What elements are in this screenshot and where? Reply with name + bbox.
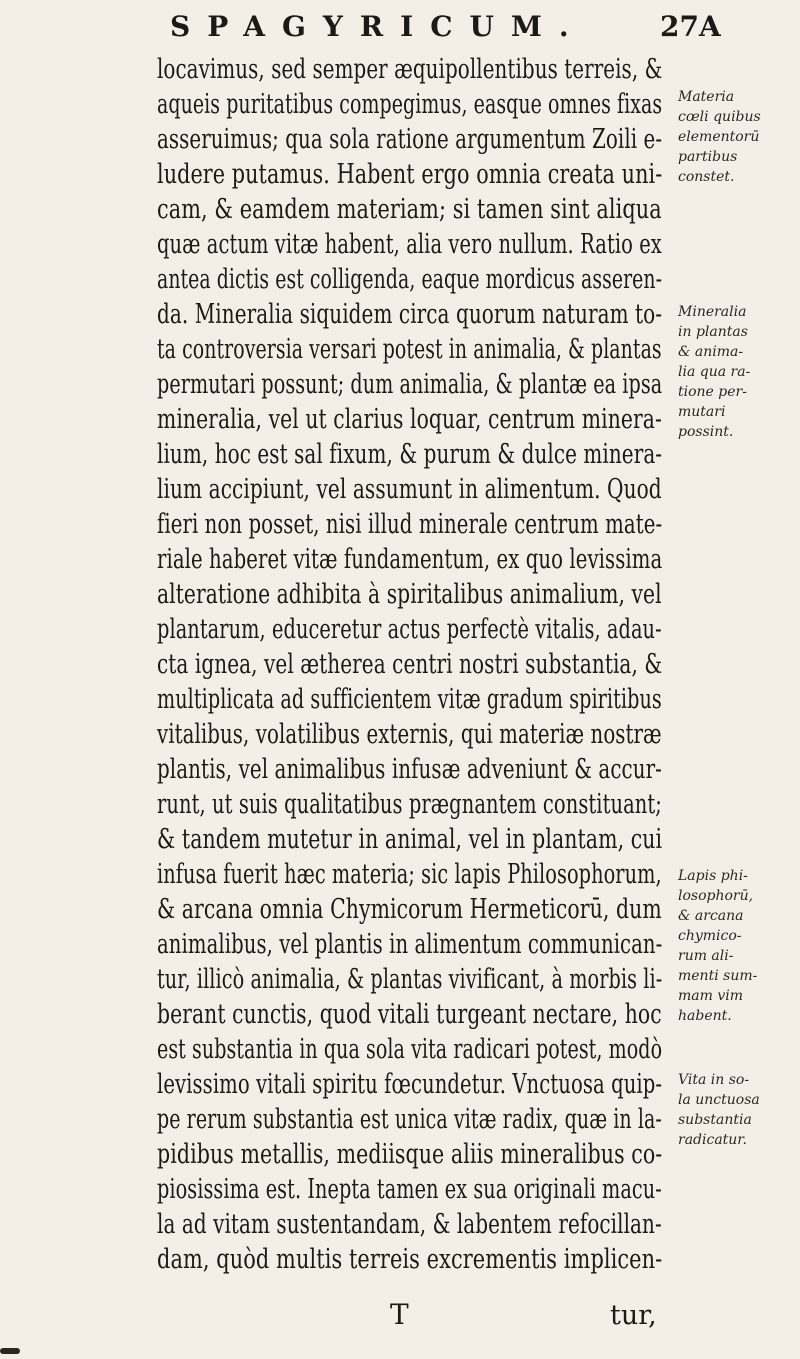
text-line: antea dictis est colligenda, eaque mordicus asseren- <box>157 264 663 295</box>
text-line: fieri non posset, nisi illud minerale centrum mate- <box>157 509 663 540</box>
text-line: runt, ut suis qualitatibus prægnantem constituant; <box>157 789 662 820</box>
text-line: piosissima est. Inepta tamen ex sua originali macu- <box>157 1174 662 1205</box>
margin-note: & arcana <box>678 908 744 924</box>
text-line: tur, illicò animalia, & plantas vivificant, à morbis li- <box>157 964 663 995</box>
margin-note: la unctuosa <box>678 1092 760 1108</box>
text-line: permutari possunt; dum animalia, & plantæ ea ipsa <box>157 369 663 400</box>
ink-smudge <box>0 1348 20 1354</box>
margin-note: habent. <box>678 1008 732 1024</box>
text-line: riale haberet vitæ fundamentum, ex quo levissima <box>157 544 663 575</box>
text-line: ludere putamus. Habent ergo omnia creata uni- <box>157 159 663 190</box>
running-title: SPAGYRICUM. <box>170 10 586 43</box>
text-line: lium accipiunt, vel assumunt in alimentum. Quod <box>157 474 662 505</box>
text-line: pidibus metallis, mediisque aliis mineralibus co- <box>157 1139 663 1170</box>
margin-note: menti sum- <box>678 968 758 984</box>
text-line: da. Mineralia siquidem circa quorum naturam to- <box>157 299 663 330</box>
text-line: animalibus, vel plantis in alimentum communican- <box>157 929 663 960</box>
margin-note: in plantas <box>678 324 748 340</box>
text-line: vitalibus, volatilibus externis, qui materiæ nostræ <box>157 719 662 750</box>
margin-note: & anima- <box>678 344 744 360</box>
margin-note: cœli quibus <box>678 109 761 125</box>
text-line: la ad vitam sustentandam, & labentem refocillan- <box>157 1209 662 1240</box>
margin-note: rum ali- <box>678 948 734 964</box>
margin-note: Vita in so- <box>678 1072 750 1088</box>
margin-note: tione per- <box>678 384 747 400</box>
text-line: asseruimus; qua sola ratione argumentum Zoili e- <box>157 124 663 155</box>
text-line: cam, & eamdem materiam; si tamen sint aliqua <box>157 194 662 225</box>
margin-note: lia qua ra- <box>678 364 751 380</box>
margin-note: possint. <box>678 424 734 440</box>
text-line: levissimo vitali spiritu fœcundetur. Vnctuosa quip- <box>157 1069 663 1100</box>
text-line: dam, quòd multis terreis excrementis implicen- <box>157 1244 663 1275</box>
text-line: aqueis puritatibus compegimus, easque omnes fixas <box>157 89 663 120</box>
text-line: berant cunctis, quod vitali turgeant nectare, hoc <box>157 999 662 1030</box>
text-line: & arcana omnia Chymicorum Hermeticorū, dum <box>157 894 662 925</box>
text-line: ta controversia versari potest in animalia, & plantas <box>157 334 662 365</box>
running-header <box>170 10 730 48</box>
text-line: locavimus, sed semper æquipollentibus terreis, & <box>157 54 663 85</box>
margin-note: elementorū <box>678 129 760 145</box>
text-line: plantis, vel animalibus infusæ adveniunt & accur- <box>157 754 662 785</box>
margin-note: losophorū, <box>678 888 754 904</box>
text-line: infusa fuerit hæc materia; sic lapis Philosophorum, <box>157 859 662 890</box>
margin-note: Lapis phi- <box>678 868 748 884</box>
text-line: pe rerum substantia est unica vitæ radix, quæ in la- <box>157 1104 662 1135</box>
margin-note: chymico- <box>678 928 742 944</box>
signature-mark: T <box>390 1298 409 1331</box>
margin-note: Materia <box>678 89 735 105</box>
text-line: quæ actum vitæ habent, alia vero nullum. Ratio ex <box>157 229 662 260</box>
margin-note: partibus <box>678 149 738 165</box>
text-line: lium, hoc est sal fixum, & purum & dulce minera- <box>157 439 663 470</box>
text-line: est substantia in qua sola vita radicari potest, modò <box>157 1034 663 1065</box>
margin-note: mam vim <box>678 988 744 1004</box>
text-line: cta ignea, vel ætherea centri nostri substantia, & <box>157 649 663 680</box>
text-line: & tandem mutetur in animal, vel in plantam, cui <box>157 824 663 855</box>
catchword: tur, <box>610 1300 657 1331</box>
margin-note: substantia <box>678 1112 752 1128</box>
margin-note: radicatur. <box>678 1132 747 1148</box>
page-number: 27A <box>660 10 721 43</box>
text-line: multiplicata ad sufficientem vitæ gradum spiritibus <box>157 684 662 715</box>
text-line: mineralia, vel ut clarius loquar, centrum minera- <box>157 404 662 435</box>
margin-note: mutari <box>678 404 726 420</box>
text-line: alteratione adhibita à spiritalibus animalium, vel <box>157 579 662 610</box>
margin-note: Mineralia <box>678 304 747 320</box>
margin-note: constet. <box>678 169 735 185</box>
text-line: plantarum, educeretur actus perfectè vitalis, adau- <box>157 614 662 645</box>
